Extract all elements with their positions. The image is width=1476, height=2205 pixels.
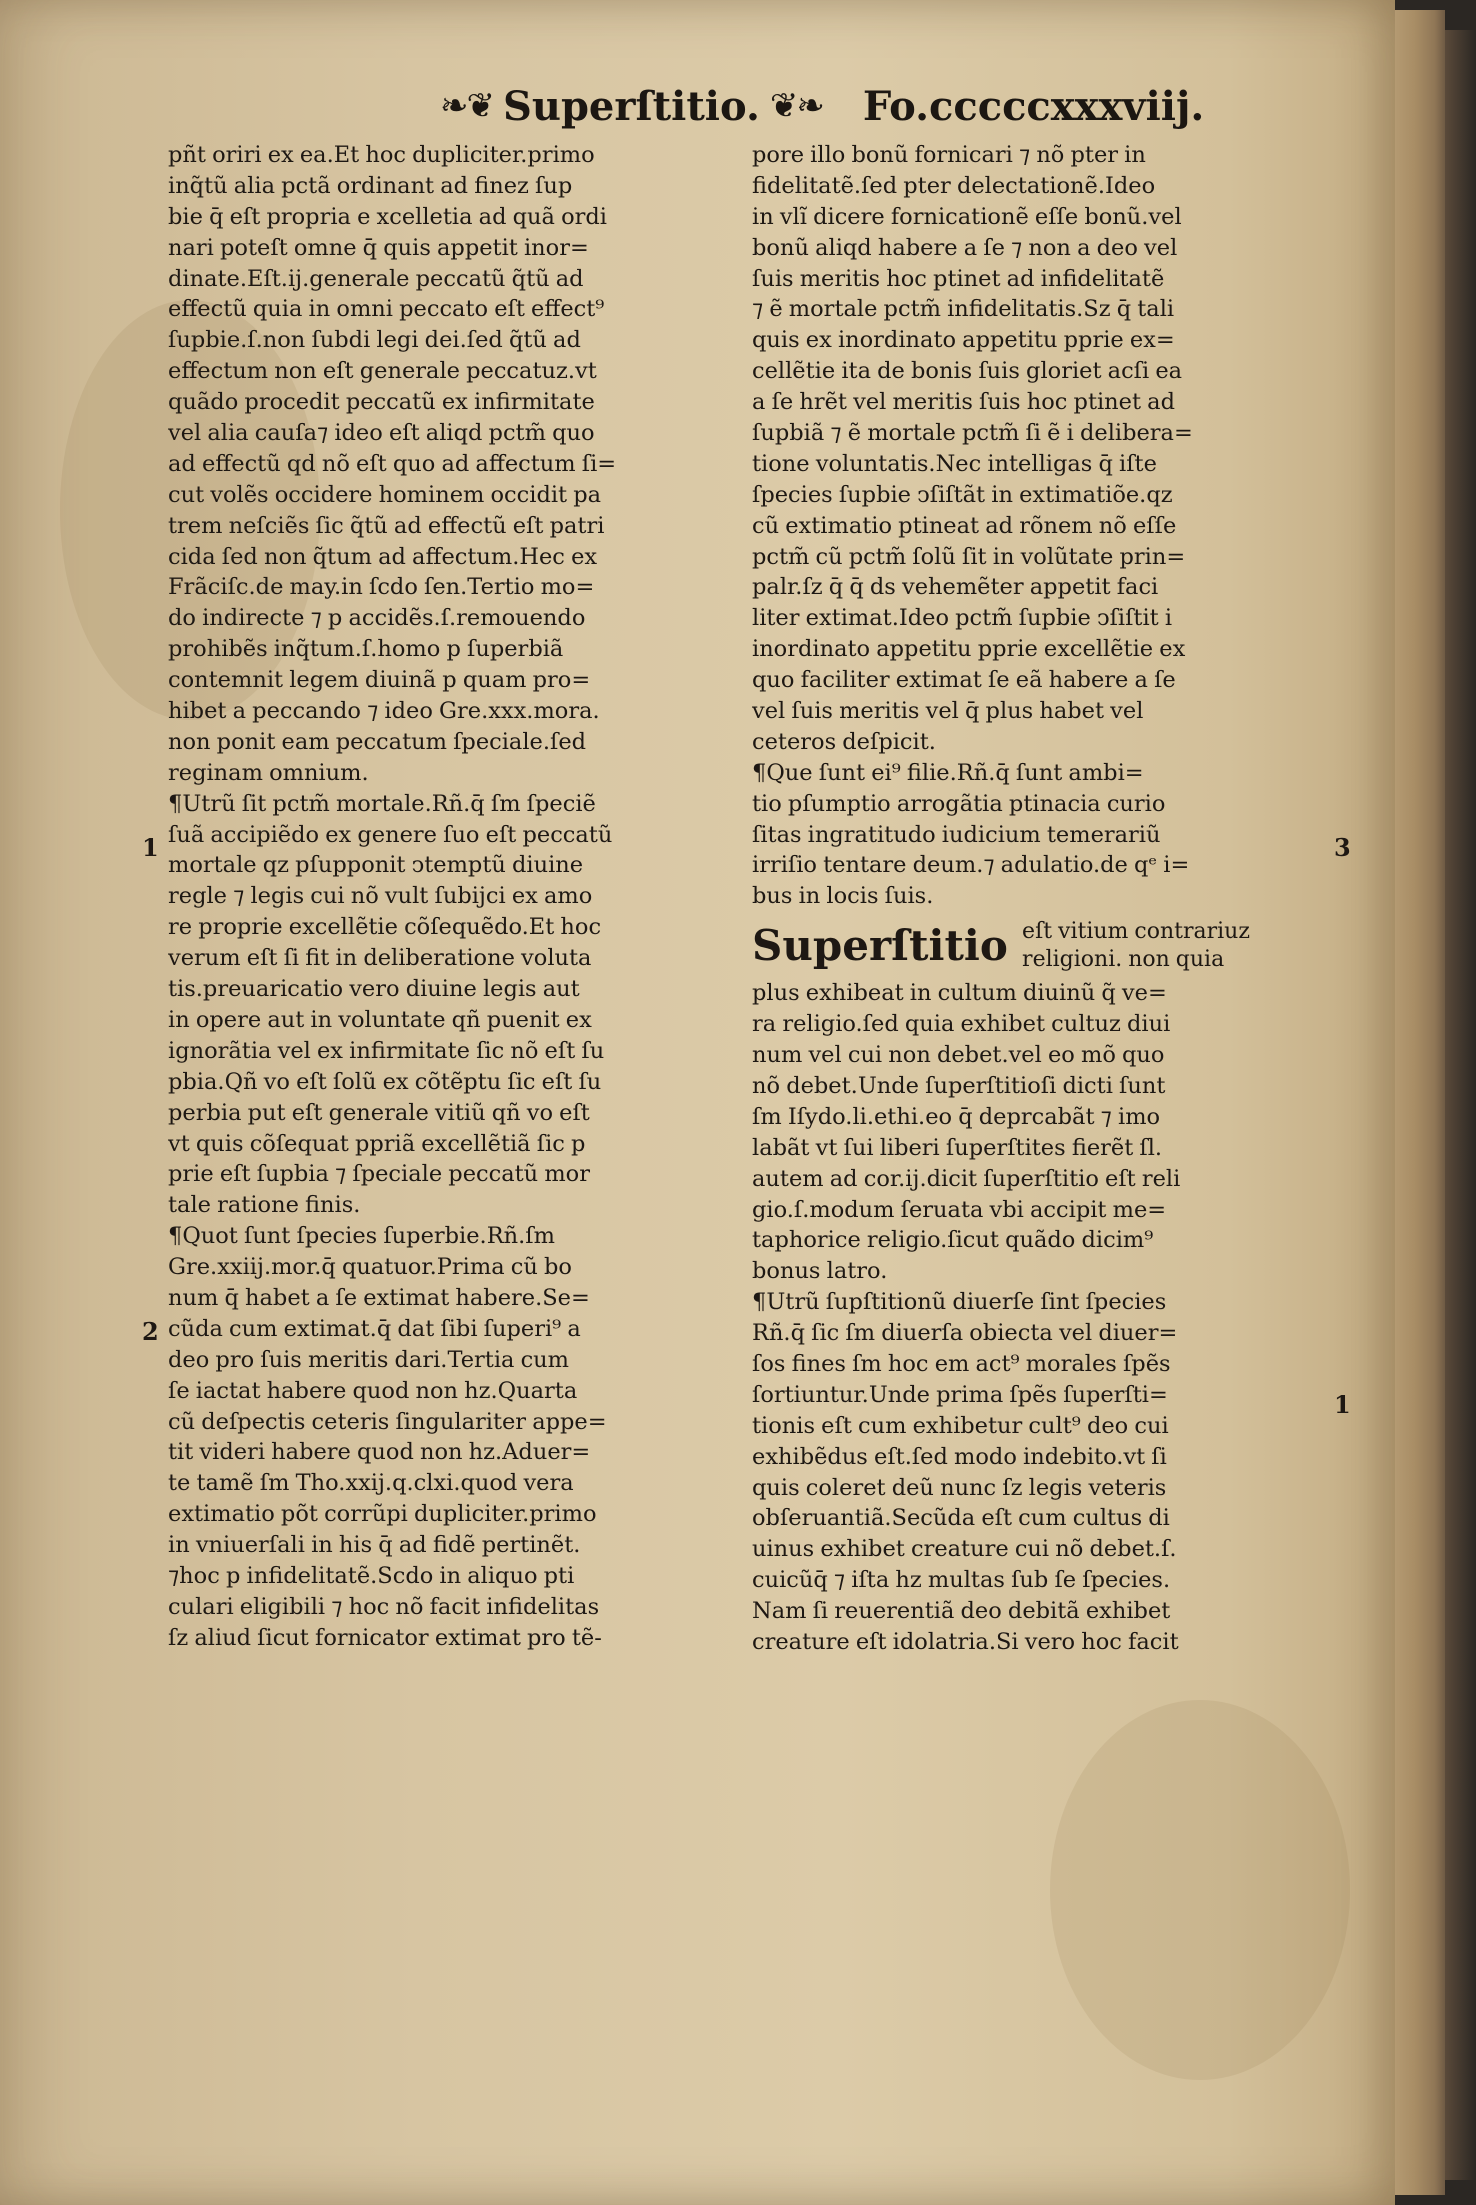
text-line: tione voluntatis.Nec intelligas q̄ iſte (752, 450, 1157, 477)
text-line: plus exhibeat in cultum diuinũ q̃ ve= (752, 980, 1167, 1007)
text-line: irriſio tentare deum.⁊ adulatio.de qᵉ i= (752, 852, 1190, 879)
text-line: ſz aliud ſicut fornicator extimat pro tẽ- (168, 1624, 602, 1651)
text-line: non ponit eam peccatum ſpeciale.ſed (168, 728, 587, 755)
folio-number: Fo.cccccxxxviij. (862, 82, 1205, 130)
text-line: trem neſciẽs ſic q̃tũ ad effectũ eſt patri (168, 512, 605, 539)
running-head (440, 78, 1340, 134)
text-line: ¶Que ſunt ei⁹ filie.Rñ.q̄ ſunt ambi= (752, 759, 1144, 786)
text-line: ceteros deſpicit. (752, 728, 936, 755)
left-column (168, 140, 733, 1654)
text-line: pctm̃ cũ pctm̃ ſolũ ſit in volũtate prin= (752, 543, 1186, 570)
text-line: do indirecte ⁊ p accidẽs.ſ.remouendo (168, 605, 586, 632)
text-line: perbia put eſt generale vitiũ qñ vo eſt (168, 1099, 590, 1126)
headword-rest (1022, 918, 1250, 974)
text-line: cũ deſpectis ceteris ſingulariter appe= (168, 1408, 607, 1435)
text-line: palr.ſz q̄ q̄ ds vehemẽter appetit faci (752, 574, 1159, 601)
text-line: pore illo bonũ fornicari ⁊ nõ pter in (752, 142, 1146, 168)
text-line: ſupbiã ⁊ ẽ mortale pctm̃ ſi ẽ i delibera= (752, 420, 1193, 447)
text-line: nõ debet.Unde ſuperſtitioſi dicti ſunt (752, 1072, 1166, 1099)
text-line: pñt oriri ex ea.Et hoc dupliciter.primo (168, 142, 595, 168)
text-line: dinate.Eſt.ij.generale peccatũ q̃tũ ad (168, 265, 584, 292)
text-line: ſe iactat habere quod non hz.Quarta (168, 1377, 578, 1404)
text-line: quis coleret deũ nunc ſz legis veteris (752, 1474, 1167, 1501)
text-line: ra religio.ſed quia exhibet cultuz diui (752, 1011, 1171, 1038)
text-line: vel alia cauſa⁊ ideo eſt aliqd pctm̃ quo (168, 420, 595, 447)
text-line: Rñ.q̄ ſic ſm diuerſa obiecta vel diuer= (752, 1320, 1178, 1347)
page-edge-shadow (1445, 30, 1476, 2180)
text-line: cellẽtie ita de bonis ſuis gloriet acſi ea (752, 358, 1183, 385)
text-line: te tamẽ ſm Tho.xxij.q.clxi.quod vera (168, 1470, 574, 1497)
text-line: quo faciliter extimat ſe eã habere a ſe (752, 667, 1176, 694)
text-line: culari eligibili ⁊ hoc nõ facit infidelitas (168, 1593, 600, 1620)
text-line: Nam ſi reuerentiã deo debitã exhibet (752, 1598, 1171, 1625)
text-line: ſortiuntur.Unde prima ſpẽs ſuperſti= (752, 1381, 1168, 1408)
text-line: ſm Iſydo.li.ethi.eo q̄ deprcabãt ⁊ imo (752, 1103, 1161, 1130)
text-line: vt quis cõſequat ppriã excellẽtiã ſic p (168, 1130, 586, 1157)
fleuron-ornament-left: ❧❦ (440, 86, 493, 126)
text-line: quãdo procedit peccatũ ex infirmitate (168, 389, 595, 416)
text-line: ¶Utrũ ſit pctm̃ mortale.Rñ.q̄ ſm ſpeciẽ (168, 790, 596, 817)
text-line: reginam omnium. (168, 759, 369, 786)
text-line: inordinato appetitu pprie excellẽtie ex (752, 636, 1186, 663)
text-line: pbia.Qñ vo eſt ſolũ ex cõtẽptu ſic eſt ſu (168, 1068, 602, 1095)
text-line: cida ſed non q̃tum ad affectum.Hec ex (168, 543, 598, 570)
text-line: gio.ſ.modum ſeruata vbi accipit me= (752, 1196, 1167, 1223)
text-line: obſeruantiã.Secũda eſt cum cultus di (752, 1505, 1170, 1532)
headword-big: Superſtitio (752, 921, 1008, 971)
paper-stain (1050, 1700, 1350, 2080)
text-line: ſos fines ſm hoc em act⁹ morales ſpẽs (752, 1350, 1171, 1377)
text-line: effectum non eſt generale peccatuz.vt (168, 358, 597, 385)
text-line: taphorice religio.ſicut quãdo dicim⁹ (752, 1227, 1154, 1254)
margin-number: 1 (142, 833, 159, 862)
fleuron-ornament-right: ❦❧ (769, 86, 823, 126)
text-line: bie q̄ eſt propria e xcelletia ad quã ordi (168, 203, 608, 230)
text-line: mortale qz pſupponit ↄtemptũ diuine (168, 852, 584, 879)
text-line: ad effectũ qd nõ eſt quo ad affectum ſi= (168, 450, 617, 477)
text-line: ignorãtia vel ex infirmitate ſic nõ eſt ſu (168, 1037, 605, 1064)
text-line: vel ſuis meritis vel q̄ plus habet vel (752, 698, 1144, 725)
text-line: in vlĩ dicere fornicationẽ eſſe bonũ.vel (752, 203, 1182, 230)
text-line: tis.preuaricatio vero diuine legis aut (168, 976, 580, 1003)
text-line: ⁊ ẽ mortale pctm̃ infidelitatis.Sz q̄ tali (752, 296, 1175, 323)
text-line: fidelitatẽ.ſed pter delectationẽ.Ideo (752, 172, 1156, 199)
text-line: a ſe hrẽt vel meritis ſuis hoc ptinet ad (752, 389, 1175, 416)
text-line: autem ad cor.ij.dicit ſuperſtitio eſt reli (752, 1165, 1181, 1192)
text-line: labãt vt ſui liberi ſuperſtites fierẽt ſl. (752, 1134, 1163, 1161)
text-line: re proprie excellẽtie cõſequẽdo.Et hoc (168, 914, 602, 941)
text-line: deo pro ſuis meritis dari.Tertia cum (168, 1346, 570, 1373)
text-line: liter extimat.Ideo pctm̃ ſupbie ↄſiſtit i (752, 605, 1173, 632)
text-line: bonũ aliqd habere a ſe ⁊ non a deo vel (752, 234, 1178, 261)
text-line: contemnit legem diuinã p quam pro= (168, 667, 591, 694)
text-line: cuicũq̄ ⁊ iſta hz multas ſub ſe ſpecies. (752, 1567, 1171, 1594)
margin-number: 3 (1334, 833, 1351, 862)
text-line: hibet a peccando ⁊ ideo Gre.xxx.mora. (168, 698, 600, 725)
text-line: ſpecies ſupbie ↄſiſtãt in extimatiõe.qz (752, 481, 1173, 508)
text-line: ¶Utrũ ſupſtitionũ diuerſe ſint ſpecies (752, 1289, 1167, 1316)
text-line: bonus latro. (752, 1258, 888, 1285)
headword-rest-line: eſt vitium contrariuz (1022, 919, 1250, 945)
page-edge (1395, 10, 1445, 2195)
text-line: prohibẽs inq̃tum.ſ.homo p ſuperbiã (168, 636, 564, 663)
right-column (752, 140, 1327, 1658)
text-line: num q̄ habet a ſe extimat habere.Se= (168, 1284, 590, 1311)
text-line: exhibẽdus eſt.ſed modo indebito.vt ſi (752, 1443, 1167, 1470)
headword-superstitio (752, 912, 1327, 978)
text-line: in opere aut in voluntate qñ puenit ex (168, 1006, 592, 1033)
text-line: cut volẽs occidere hominem occidit pa (168, 481, 602, 508)
text-line: num vel cui non debet.vel eo mõ quo (752, 1042, 1165, 1069)
text-line: ſupbie.ſ.non ſubdi legi dei.ſed q̃tũ ad (168, 327, 581, 354)
text-line: nari poteſt omne q̄ quis appetit inor= (168, 234, 589, 261)
text-line: extimatio põt corrũpi dupliciter.primo (168, 1501, 597, 1528)
text-line: ¶Quot ſunt ſpecies ſuperbie.Rñ.ſm (168, 1223, 555, 1250)
text-line: Gre.xxiij.mor.q̄ quatuor.Prima cũ bo (168, 1254, 572, 1281)
running-head-title: Superſtitio. (502, 82, 760, 130)
text-line: tit videri habere quod non hz.Aduer= (168, 1439, 591, 1466)
text-line: regle ⁊ legis cui nõ vult ſubijci ex amo (168, 883, 593, 910)
text-line: tio pſumptio arrogãtia ptinacia curio (752, 790, 1166, 817)
text-line: in vniuerſali in his q̄ ad fidẽ pertinẽt. (168, 1532, 581, 1559)
text-line: tionis eſt cum exhibetur cult⁹ deo cui (752, 1412, 1169, 1439)
text-line: Frãciſc.de may.in ſcdo ſen.Tertio mo= (168, 574, 595, 601)
text-line: tale ratione finis. (168, 1192, 361, 1219)
text-line: ſuã accipiẽdo ex genere ſuo eſt peccatũ (168, 821, 613, 848)
headword-rest-line: religioni. non quia (1022, 947, 1225, 973)
text-line: ſitas ingratitudo iudicium temerariũ (752, 821, 1161, 848)
text-line: uinus exhibet creature cui nõ debet.ſ. (752, 1536, 1177, 1563)
text-line: ⁊hoc p infidelitatẽ.Scdo in aliquo pti (168, 1562, 575, 1589)
text-line: creature eſt idolatria.Si vero hoc facit (752, 1628, 1179, 1655)
text-line: cũ extimatio ptineat ad rõnem nõ eſſe (752, 512, 1177, 539)
text-line: verum eſt ſi fit in deliberatione voluta (168, 945, 592, 972)
margin-number: 2 (142, 1317, 159, 1346)
text-line: quis ex inordinato appetitu pprie ex= (752, 327, 1175, 354)
text-line: ſuis meritis hoc ptinet ad infidelitatẽ (752, 265, 1165, 292)
text-line: prie eſt ſupbia ⁊ ſpeciale peccatũ mor (168, 1161, 590, 1188)
margin-number: 1 (1334, 1390, 1351, 1419)
text-line: bus in locis ſuis. (752, 883, 934, 910)
text-line: cũda cum extimat.q̄ dat ſibi ſuperi⁹ a (168, 1315, 581, 1342)
text-line: inq̃tũ alia pctã ordinant ad finez ſup (168, 172, 573, 199)
text-line: effectũ quia in omni peccato eſt effect⁹ (168, 296, 605, 323)
